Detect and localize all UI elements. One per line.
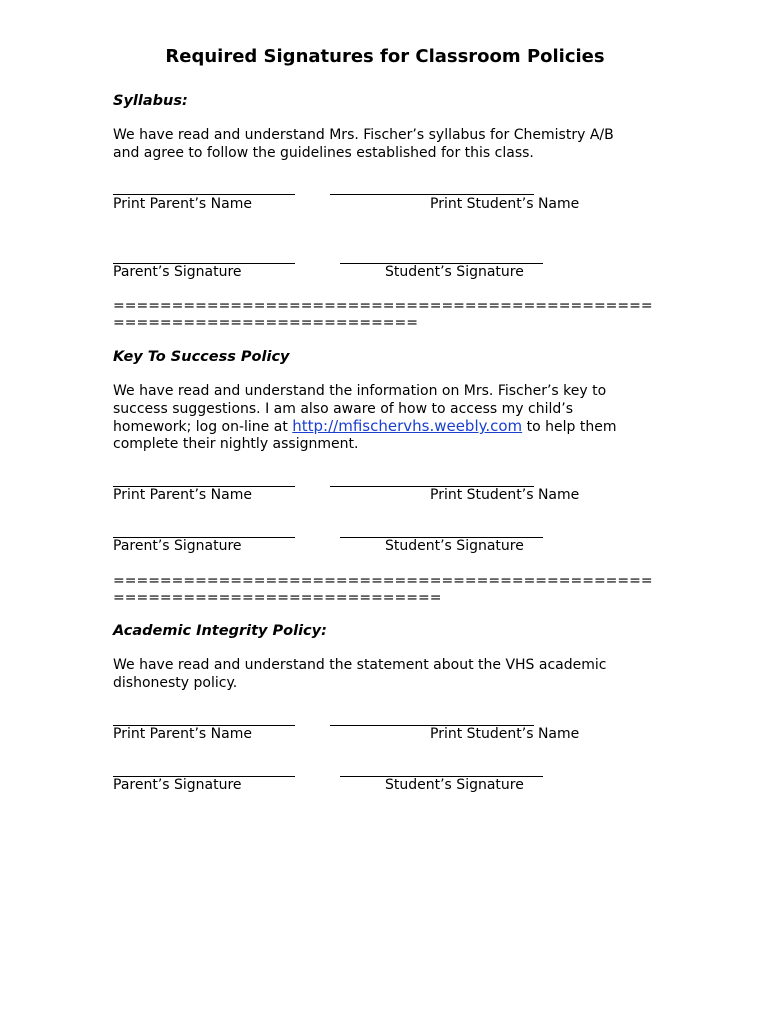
student-signature-label: Student’s Signature — [385, 264, 524, 280]
student-name-label: Print Student’s Name — [430, 726, 580, 742]
parent-name-label: Print Parent’s Name — [113, 196, 252, 212]
parent-signature-label: Parent’s Signature — [113, 264, 242, 280]
parent-name-line[interactable] — [113, 194, 295, 195]
parent-name-label: Print Parent’s Name — [113, 726, 252, 742]
student-name-label: Print Student’s Name — [430, 487, 580, 503]
student-name-label: Print Student’s Name — [430, 196, 580, 212]
website-link[interactable]: http://mfischervhs.weebly.com — [292, 417, 523, 435]
separator-line: ========================== — [113, 315, 418, 331]
key-body-line-2: success suggestions. I am also aware of how to access my child’s — [113, 401, 573, 417]
key-body-line-3 — [113, 418, 616, 437]
key-body-line-4: complete their nightly assignment. — [113, 436, 359, 452]
syllabus-body-line-2: and agree to follow the guidelines established for this class. — [113, 145, 534, 161]
key-body-text: homework; log on-line at — [113, 419, 293, 435]
parent-name-label: Print Parent’s Name — [113, 487, 252, 503]
key-to-success-heading: Key To Success Policy — [113, 349, 290, 365]
separator-line: ============================================== — [113, 573, 653, 589]
syllabus-body-line-1: We have read and understand Mrs. Fischer’s syllabus for Chemistry A/B — [113, 127, 614, 143]
academic-integrity-heading: Academic Integrity Policy: — [113, 623, 327, 639]
parent-signature-label: Parent’s Signature — [113, 538, 242, 554]
page-title: Required Signatures for Classroom Policies — [165, 46, 605, 67]
key-body-line-1: We have read and understand the information on Mrs. Fischer’s key to — [113, 383, 607, 399]
key-body-text: to help them — [522, 419, 617, 435]
parent-signature-label: Parent’s Signature — [113, 777, 242, 793]
integrity-body-line-2: dishonesty policy. — [113, 675, 238, 691]
separator-line: ============================ — [113, 590, 442, 606]
student-name-line[interactable] — [330, 194, 534, 195]
integrity-body-line-1: We have read and understand the statement about the VHS academic — [113, 657, 607, 673]
syllabus-heading: Syllabus: — [113, 93, 188, 109]
student-signature-label: Student’s Signature — [385, 538, 524, 554]
student-signature-label: Student’s Signature — [385, 777, 524, 793]
separator-line: ============================================== — [113, 298, 653, 314]
